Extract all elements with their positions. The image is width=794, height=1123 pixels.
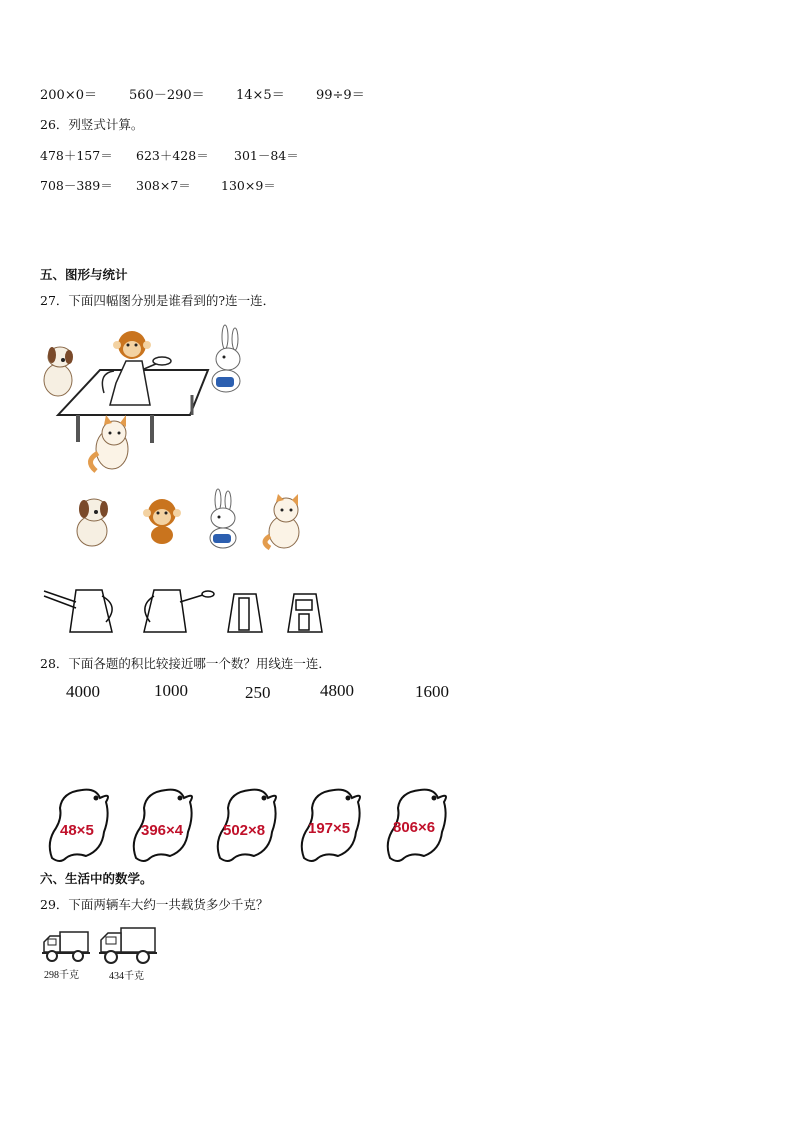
scene-rabbit-icon xyxy=(212,325,240,392)
q29-truck-2-icon xyxy=(99,924,157,964)
expr-row1-1: 200×0＝ xyxy=(40,88,97,103)
expr-row1-4: 99÷9＝ xyxy=(316,88,365,103)
q28-target-3: 250 xyxy=(245,683,271,702)
scene-monkey-icon xyxy=(113,331,151,359)
q27-view-back xyxy=(286,592,324,634)
q28-title: 28．下面各题的积比较接近哪一个数？用线连一连． xyxy=(40,656,331,671)
q26-a1: 478＋157＝ xyxy=(40,148,113,163)
scene-dog-icon xyxy=(44,347,73,396)
q27-animal-dog-icon xyxy=(70,495,116,547)
q28-target-4: 4800 xyxy=(320,681,354,700)
q29-truck-1-icon xyxy=(42,928,90,962)
q28-expr-1: 48×5 xyxy=(60,822,94,839)
q28-target-5: 1600 xyxy=(415,682,449,701)
q26-a2: 623＋428＝ xyxy=(136,148,209,163)
q29-truck-1-label: 298千克 xyxy=(44,970,79,981)
q27-view-side-right xyxy=(140,588,216,634)
q26-a3: 301－84＝ xyxy=(234,148,299,163)
section5-heading: 五、图形与统计 xyxy=(40,267,128,282)
q28-expr-4: 197×5 xyxy=(308,820,351,837)
q29-title: 29．下面两辆车大约一共载货多少千克？ xyxy=(40,897,269,912)
q29-truck-2-label: 434千克 xyxy=(109,971,144,982)
q27-animal-cat-icon xyxy=(260,494,304,550)
q27-title: 27．下面四幅图分别是谁看到的?连一连． xyxy=(40,293,276,308)
q27-view-front xyxy=(226,592,264,634)
section6-heading: 六、生活中的数学。 xyxy=(40,871,153,886)
q27-animal-monkey-icon xyxy=(142,497,182,545)
q26-b2: 308×7＝ xyxy=(136,178,191,193)
scene-cat-icon xyxy=(90,415,128,471)
q28-expr-5: 806×6 xyxy=(393,819,436,836)
q28-target-2: 1000 xyxy=(154,681,188,700)
q26-title: 26．列竖式计算。 xyxy=(40,117,144,132)
q27-animal-rabbit-icon xyxy=(203,490,243,550)
expr-row1-3: 14×5＝ xyxy=(236,88,285,103)
q27-scene xyxy=(40,325,260,475)
q28-expr-2: 396×4 xyxy=(141,822,184,839)
q28-expr-3: 502×8 xyxy=(223,822,266,839)
q26-b3: 130×9＝ xyxy=(221,178,276,193)
q28-target-1: 4000 xyxy=(66,682,100,701)
expr-row1-2: 560－290＝ xyxy=(129,88,205,103)
q26-b1: 708－389＝ xyxy=(40,178,113,193)
q27-view-side-left xyxy=(40,588,116,634)
